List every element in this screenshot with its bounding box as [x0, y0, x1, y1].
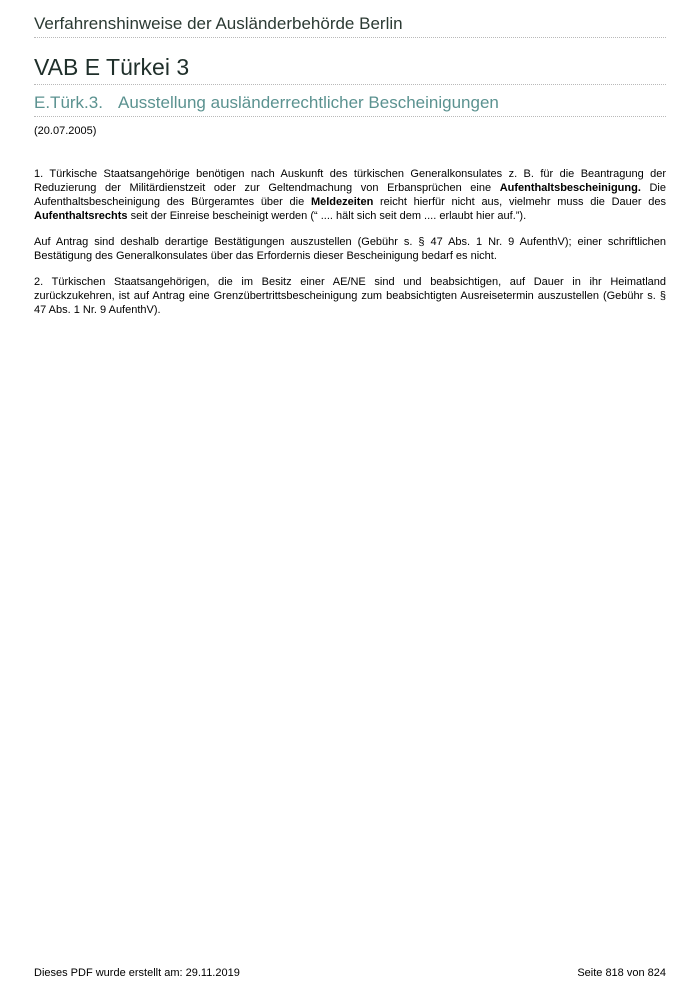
document-page: [34, 0, 666, 990]
paragraph-2: Auf Antrag sind deshalb derartige Bestätigungen auszustellen (Gebühr s. § 47 Abs. 1 Nr. 9 AufenthV); einer schriftlichen Bestätigung des Generalkonsulates über das Erfordernis dieser Bescheinigung bedarf es nicht.: [34, 236, 666, 262]
paragraph-3: 2. Türkischen Staatsangehörigen, die im Besitz einer AE/NE sind und beabsichtigen, auf Dauer in ihr Heimatland zurückzukehren, ist auf Antrag eine Grenzübertrittsbescheinigung zum beabsichtigten Ausreisetermin auszustellen (Gebühr s. § 47 Abs. 1 Nr. 9 AufenthV).: [34, 276, 666, 316]
paragraph-1-text-d: seit der Einreise bescheinigt werden (“ .... hält sich seit dem .... erlaubt hier auf.”).: [127, 210, 527, 222]
section-divider: [34, 116, 666, 117]
footer-created-date: Dieses PDF wurde erstellt am: 29.11.2019: [34, 967, 240, 979]
page-header-title: Verfahrenshinweise der Ausländerbehörde Berlin: [34, 14, 403, 33]
document-title: VAB E Türkei 3: [34, 54, 190, 80]
term-aufenthaltsbescheinigung: Aufenthaltsbescheinigung.: [499, 182, 641, 194]
paragraph-1: [34, 167, 666, 223]
section-date: (20.07.2005): [34, 125, 97, 137]
section-title: Ausstellung ausländerrechtlicher Bescheinigungen: [118, 93, 499, 112]
paragraph-1-text-b: Die Aufenthaltsbescheinigung des Bürgeramtes über die: [34, 182, 666, 208]
paragraph-1-text-a: 1. Türkische Staatsangehörige benötigen nach Auskunft des türkischen Generalkonsulates z. B. für die Beantragung der Reduzierung der Militärdienstzeit oder zur Geltendmachung von Erbansprüchen eine: [34, 168, 666, 194]
header-divider: [34, 37, 666, 38]
body-text: [34, 167, 666, 329]
term-aufenthaltsrechts: Aufenthaltsrechts: [34, 210, 128, 222]
footer-page-number: Seite 818 von 824: [577, 967, 666, 979]
title-divider: [34, 84, 666, 85]
term-meldezeiten: Meldezeiten: [310, 196, 374, 208]
section-number: E.Türk.3.: [34, 93, 103, 112]
paragraph-1-text-c: reicht hierfür nicht aus, vielmehr muss die Dauer des: [373, 196, 666, 208]
section-heading: [34, 92, 499, 114]
